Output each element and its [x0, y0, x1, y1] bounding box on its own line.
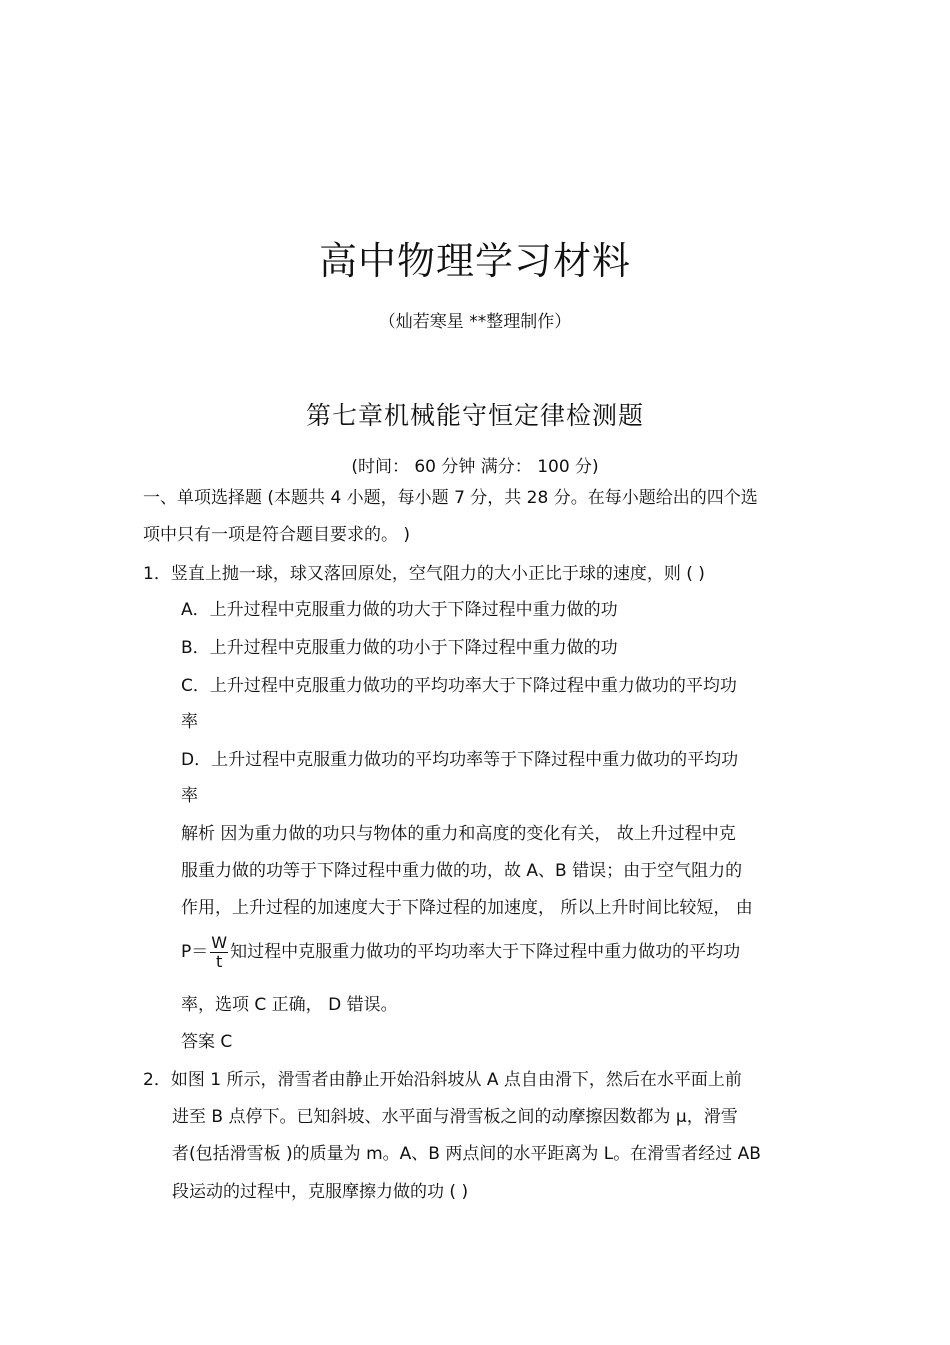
question-1-option-c-cont: 率	[181, 712, 198, 732]
question-1-option-c: C．上升过程中克服重力做功的平均功率大于下降过程中重力做功的平均功	[181, 676, 737, 696]
section-heading-line2: 项中只有一项是符合题目要求的。 )	[143, 525, 411, 545]
question-1-analysis-line1: 解析 因为重力做的功只与物体的重力和高度的变化有关， 故上升过程中克	[181, 824, 736, 844]
question-2-line1: 2．如图 1 所示，滑雪者由静止开始沿斜坡从 A 点自由滑下，然后在水平面上前	[143, 1070, 742, 1090]
question-1-analysis-line2: 服重力做的功等于下降过程中重力做的功，故 A、B 错误；由于空气阻力的	[181, 861, 743, 881]
question-1-option-d-cont: 率	[181, 786, 198, 806]
power-formula-prefix: P＝	[181, 942, 209, 962]
question-2-line2: 进至 B 点停下。已知斜坡、水平面与滑雪板之间的动摩擦因数都为 μ，滑雪	[172, 1107, 738, 1127]
question-1-analysis-line3: 作用，上升过程的加速度大于下降过程的加速度， 所以上升时间比较短， 由	[181, 898, 753, 918]
section-heading-line1: 一、单项选择题 (本题共 4 小题，每小题 7 分，共 28 分。在每小题给出的四个选	[143, 488, 758, 508]
document-subtitle: （灿若寒星 **整理制作）	[378, 312, 572, 332]
fraction-denominator: t	[216, 951, 223, 971]
question-2-line3: 者(包括滑雪板 )的质量为 m。A、B 两点间的水平距离为 L。在滑雪者经过 AB	[172, 1144, 761, 1164]
question-1-answer: 答案 C	[181, 1032, 233, 1052]
question-1-analysis-line5: 率，选项 C 正确， D 错误。	[181, 995, 398, 1015]
question-1-option-d: D．上升过程中克服重力做功的平均功率等于下降过程中重力做功的平均功	[181, 750, 739, 770]
fraction-numerator: W	[211, 932, 228, 952]
question-2-line4: 段运动的过程中，克服摩擦力做的功 ( )	[172, 1182, 469, 1202]
question-1-stem: 1．竖直上抛一球，球又落回原处，空气阻力的大小正比于球的速度，则 ( )	[143, 564, 705, 584]
question-1-analysis-line4	[181, 932, 740, 972]
document-title: 高中物理学习材料	[318, 239, 631, 283]
chapter-title: 第七章机械能守恒定律检测题	[305, 401, 644, 430]
power-formula-suffix: 知过程中克服重力做功的平均功率大于下降过程中重力做功的平均功	[230, 942, 741, 962]
power-fraction	[210, 934, 228, 971]
time-info: (时间： 60 分钟 满分： 100 分)	[351, 457, 599, 477]
question-1-option-a: A．上升过程中克服重力做的功大于下降过程中重力做的功	[181, 600, 618, 620]
question-1-option-b: B．上升过程中克服重力做的功小于下降过程中重力做的功	[181, 638, 618, 658]
